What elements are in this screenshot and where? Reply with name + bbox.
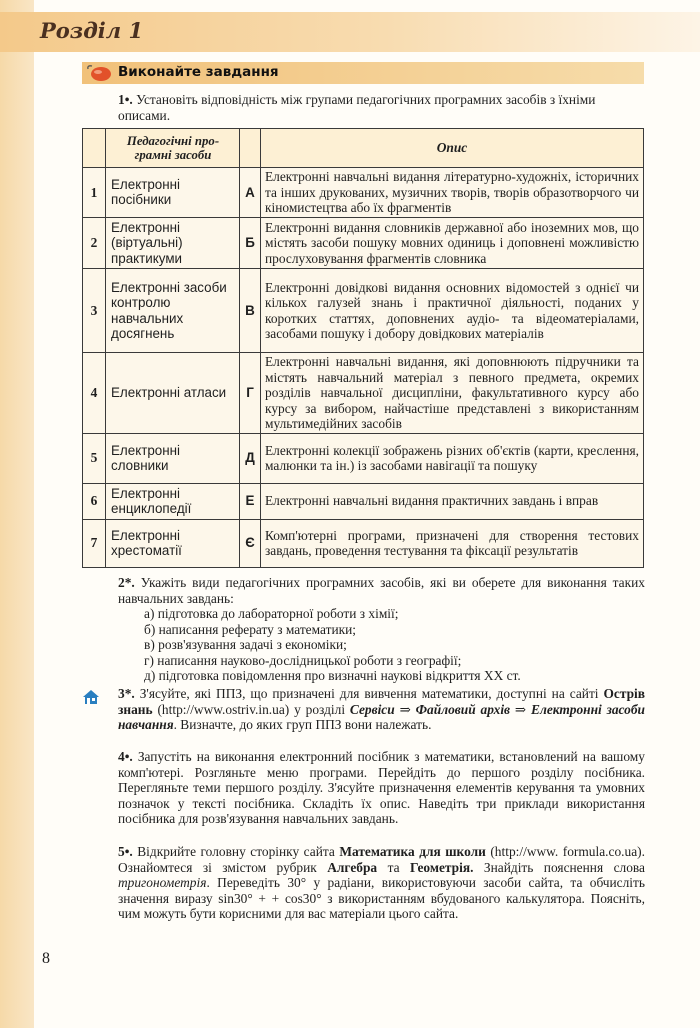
rubric-algebra: Алгебра <box>327 859 378 875</box>
tool-type: Електронні хрестоматії <box>106 519 240 567</box>
menu-path-file-archive: Файловий архів <box>415 701 511 717</box>
row-letter: Б <box>240 217 261 269</box>
row-letter: Г <box>240 353 261 434</box>
header-type: Педагогічні програмні засоби <box>106 129 240 168</box>
list-item: а) підготовка до лабораторної роботи з хімії; <box>144 606 399 621</box>
task-5-conjunction: та <box>387 859 400 875</box>
table-row <box>83 269 644 353</box>
site-name-formula: Математика для школи <box>339 844 486 859</box>
computer-mouse-icon <box>86 64 112 82</box>
section-title: Виконайте завдання <box>118 64 279 80</box>
task-5-number: 5•. <box>118 844 133 859</box>
tool-type: Електронні посібники <box>106 168 240 218</box>
home-task-icon <box>82 688 100 706</box>
menu-path-services: Сервіси <box>349 701 395 717</box>
task-3-text-url: (http://www.ostriv.in.ua) у розділі <box>157 701 346 717</box>
row-letter: А <box>240 168 261 218</box>
menu-path-e-learning: Електронні засоби навчання <box>118 701 645 732</box>
task-4-number: 4•. <box>118 749 133 764</box>
tool-type: Електронні (віртуальні) практикуми <box>106 217 240 269</box>
arrow-icon: ⇒ <box>514 701 527 717</box>
list-item: в) розв'язування задачі з економіки; <box>144 637 347 652</box>
task-1-number: 1•. <box>118 92 133 107</box>
row-number: 5 <box>83 433 106 483</box>
list-item: г) написання науково-дослідницької роботи з географії; <box>144 652 462 668</box>
task-2-number: 2*. <box>118 575 135 590</box>
table-row <box>83 217 644 269</box>
row-number: 1 <box>83 168 106 218</box>
task-4-text: Запустіть на виконання електронний посібник з математики, встановлений на вашому комп'ютері. Розгляньте меню програми. Перейдіть до першого розділу посібника. Перегляньте теми першого розділу. З'ясуйте призначення елементів керування та умовних позначок у тексті посібника. Складіть їх опис. Наведіть три приклади використання посібника для розв'язування навчальних завдань. <box>118 749 645 826</box>
list-item: б) написання реферату з математики; <box>144 621 357 637</box>
task-1 <box>118 92 644 123</box>
chapter-title: Розділ 1 <box>40 18 144 43</box>
row-number: 6 <box>83 483 106 519</box>
table-row <box>83 353 644 434</box>
task-3 <box>118 686 645 733</box>
table-row <box>83 483 644 519</box>
task-5-text-url: (http://www. formula.co.ua). Ознайомтеся зі змістом рубрик <box>118 844 645 875</box>
task-1-text: Установіть відповідність між групами педагогічних програмних засобів з їхніми описами. <box>118 92 596 123</box>
task-5-text-mid: Знайдіть пояснення слова <box>483 859 645 875</box>
tool-description: Електронні видання словників державної або іноземних мов, що містять засоби пошуку мовних одиниць і доповнені можливістю прослуховування фрагментів словника <box>261 217 644 269</box>
list-item: д) підготовка повідомлення про визначні наукові відкриття XX ст. <box>144 668 521 683</box>
matching-table <box>82 128 644 568</box>
row-number: 2 <box>83 217 106 269</box>
page-number: 8 <box>42 950 50 967</box>
left-margin-band <box>0 0 34 1028</box>
table-row <box>83 519 644 567</box>
tool-description: Комп'ютерні програми, призначені для створення тестових завдань, проведення тестування та фіксації результатів <box>261 519 644 567</box>
row-number: 4 <box>83 353 106 434</box>
row-letter: Є <box>240 519 261 567</box>
table-row <box>83 433 644 483</box>
task-3-text: З'ясуйте, які ППЗ, що призначені для вивчення математики, доступні на сайті <box>139 686 599 701</box>
site-name-ostriv: Острів знань <box>118 686 645 717</box>
table-row <box>83 168 644 218</box>
task-3-number: 3*. <box>118 686 135 701</box>
arrow-icon: ⇒ <box>399 701 411 717</box>
row-number: 7 <box>83 519 106 567</box>
task-5-text: Відкрийте головну сторінку сайта <box>137 844 335 859</box>
row-letter: Е <box>240 483 261 519</box>
rubric-geometry: Геометрія. <box>409 859 474 875</box>
term-trigonometry: тригонометрія <box>118 875 207 890</box>
header-description: Опис <box>261 129 644 168</box>
tool-description: Електронні навчальні видання, які доповнюють підручники та містять навчальний матеріал з певного предмета, окремих розділів навчальної дисципліни, факультативного курсу або курсу за вибором, найчастіше представлені з використанням мультимедійних засобів <box>261 353 644 434</box>
task-2-text: Укажіть види педагогічних програмних засобів, які ви оберете для виконання таких навчальних завдань: <box>118 575 645 606</box>
tool-type: Електронні засоби контролю навчальних досягнень <box>106 269 240 353</box>
tool-description: Електронні довідкові видання основних відомостей з однієї чи кількох галузей знань і практичної діяльності, поданих у коротких статтях, доповнених аудіо- та відеоматеріалами, засобами пошуку і добору довідкових матеріалів <box>261 269 644 353</box>
tool-type: Електронні словники <box>106 433 240 483</box>
row-letter: В <box>240 269 261 353</box>
task-4 <box>118 749 645 827</box>
task-5-text-end: . Переведіть 30° у радіани, використовуючи засоби сайта, та обчисліть значення виразу sin30° + + cos30° з використанням вбудованого калькулятора. Поясніть, чим можуть бути корисними для вас матеріали цього сайта. <box>118 875 645 921</box>
tool-description: Електронні навчальні видання практичних завдань і вправ <box>261 483 644 519</box>
task-5 <box>118 844 645 922</box>
tool-description: Електронні колекції зображень різних об'єктів (карти, креслення, малюнки та ін.) із засобами навігації та пошуку <box>261 433 644 483</box>
row-letter: Д <box>240 433 261 483</box>
row-number: 3 <box>83 269 106 353</box>
tool-description: Електронні навчальні видання літературно-художніх, історичних та інших друкованих, музичних творів, творів образотворчого чи кіномистецтва або їх фрагментів <box>261 168 644 218</box>
task-2 <box>118 575 645 684</box>
tool-type: Електронні енциклопедії <box>106 483 240 519</box>
tool-type: Електронні атласи <box>106 353 240 434</box>
table-header-row <box>83 129 644 168</box>
task-3-text-end: . Визначте, до яких груп ППЗ вони належать. <box>173 717 432 732</box>
